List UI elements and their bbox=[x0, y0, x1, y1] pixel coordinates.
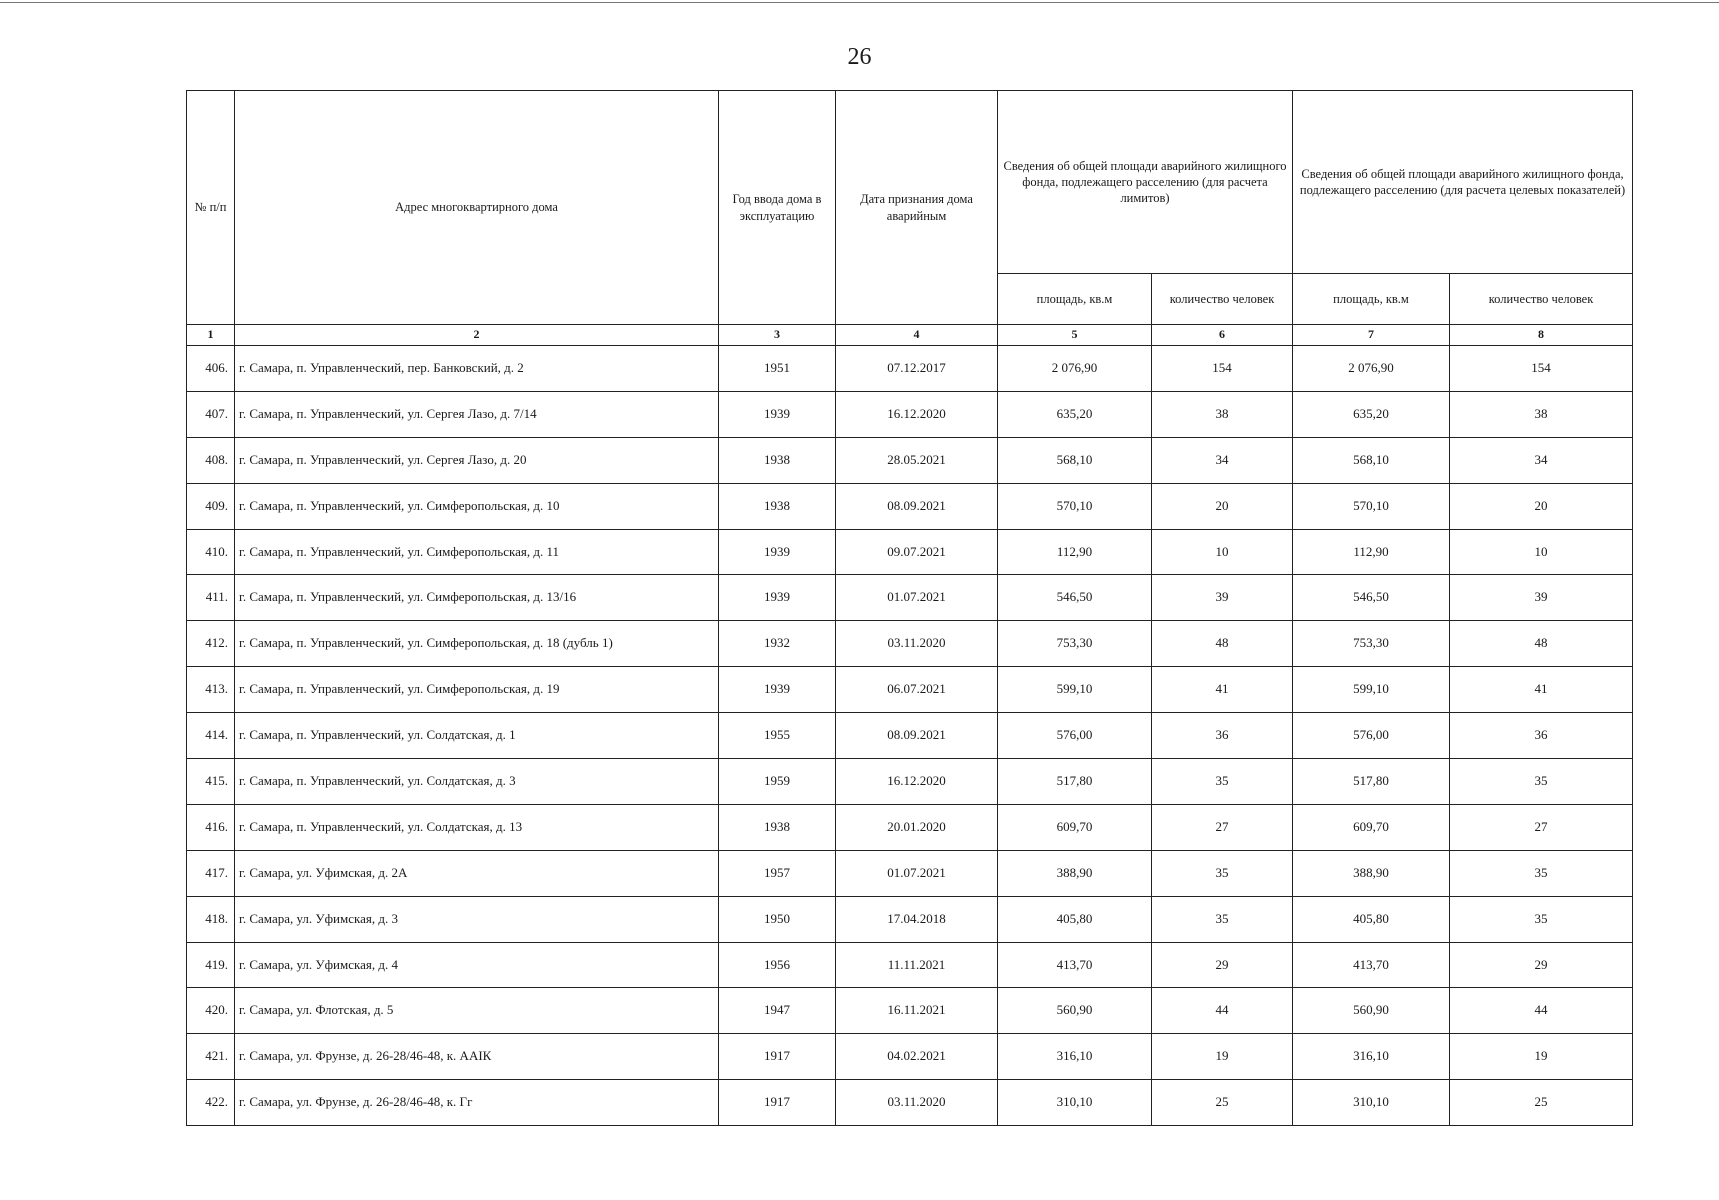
area-targets-cell: 546,50 bbox=[1293, 575, 1450, 621]
table-row bbox=[187, 759, 1633, 805]
row-number: 419. bbox=[187, 942, 235, 988]
people-limits-cell: 10 bbox=[1152, 529, 1293, 575]
area-targets-cell: 568,10 bbox=[1293, 437, 1450, 483]
column-number: 6 bbox=[1152, 325, 1293, 346]
row-number: 418. bbox=[187, 896, 235, 942]
table-row bbox=[187, 804, 1633, 850]
area-targets-cell: 599,10 bbox=[1293, 667, 1450, 713]
area-limits-cell: 560,90 bbox=[998, 988, 1152, 1034]
people-targets-cell: 154 bbox=[1450, 346, 1633, 392]
date-cell: 16.12.2020 bbox=[836, 759, 998, 805]
date-cell: 04.02.2021 bbox=[836, 1034, 998, 1080]
address-cell: г. Самара, п. Управленческий, ул. Симферопольская, д. 13/16 bbox=[235, 575, 719, 621]
people-targets-cell: 36 bbox=[1450, 713, 1633, 759]
row-number: 415. bbox=[187, 759, 235, 805]
header-people-limits: количество человек bbox=[1152, 274, 1293, 325]
year-cell: 1938 bbox=[719, 483, 836, 529]
table-row bbox=[187, 437, 1633, 483]
row-number: 416. bbox=[187, 804, 235, 850]
table-body bbox=[187, 346, 1633, 1126]
address-cell: г. Самара, п. Управленческий, ул. Солдатская, д. 13 bbox=[235, 804, 719, 850]
area-targets-cell: 560,90 bbox=[1293, 988, 1450, 1034]
year-cell: 1932 bbox=[719, 621, 836, 667]
column-number: 7 bbox=[1293, 325, 1450, 346]
area-limits-cell: 568,10 bbox=[998, 437, 1152, 483]
address-cell: г. Самара, п. Управленческий, ул. Солдатская, д. 1 bbox=[235, 713, 719, 759]
people-targets-cell: 19 bbox=[1450, 1034, 1633, 1080]
address-cell: г. Самара, ул. Фрунзе, д. 26-28/46-48, к. ААIК bbox=[235, 1034, 719, 1080]
area-limits-cell: 310,10 bbox=[998, 1080, 1152, 1126]
people-targets-cell: 25 bbox=[1450, 1080, 1633, 1126]
year-cell: 1938 bbox=[719, 804, 836, 850]
people-targets-cell: 48 bbox=[1450, 621, 1633, 667]
people-targets-cell: 35 bbox=[1450, 759, 1633, 805]
table-row bbox=[187, 529, 1633, 575]
address-cell: г. Самара, п. Управленческий, ул. Симферопольская, д. 19 bbox=[235, 667, 719, 713]
area-limits-cell: 570,10 bbox=[998, 483, 1152, 529]
table-row bbox=[187, 713, 1633, 759]
column-number: 8 bbox=[1450, 325, 1633, 346]
table-row bbox=[187, 346, 1633, 392]
date-cell: 11.11.2021 bbox=[836, 942, 998, 988]
people-limits-cell: 154 bbox=[1152, 346, 1293, 392]
header-num: № п/п bbox=[187, 91, 235, 325]
header-address: Адрес многоквартирного дома bbox=[235, 91, 719, 325]
row-number: 411. bbox=[187, 575, 235, 621]
year-cell: 1951 bbox=[719, 346, 836, 392]
area-limits-cell: 316,10 bbox=[998, 1034, 1152, 1080]
area-targets-cell: 2 076,90 bbox=[1293, 346, 1450, 392]
year-cell: 1917 bbox=[719, 1034, 836, 1080]
row-number: 412. bbox=[187, 621, 235, 667]
table-row bbox=[187, 896, 1633, 942]
area-targets-cell: 310,10 bbox=[1293, 1080, 1450, 1126]
row-number: 413. bbox=[187, 667, 235, 713]
area-limits-cell: 517,80 bbox=[998, 759, 1152, 805]
header-group-limits: Сведения об общей площади аварийного жилищного фонда, подлежащего расселению (для расчета лимитов) bbox=[998, 91, 1293, 274]
table-row bbox=[187, 1080, 1633, 1126]
table-row bbox=[187, 391, 1633, 437]
people-targets-cell: 44 bbox=[1450, 988, 1633, 1034]
year-cell: 1939 bbox=[719, 391, 836, 437]
year-cell: 1956 bbox=[719, 942, 836, 988]
area-targets-cell: 517,80 bbox=[1293, 759, 1450, 805]
table-row bbox=[187, 667, 1633, 713]
area-limits-cell: 413,70 bbox=[998, 942, 1152, 988]
people-targets-cell: 10 bbox=[1450, 529, 1633, 575]
date-cell: 28.05.2021 bbox=[836, 437, 998, 483]
table-row bbox=[187, 621, 1633, 667]
date-cell: 17.04.2018 bbox=[836, 896, 998, 942]
row-number: 420. bbox=[187, 988, 235, 1034]
year-cell: 1955 bbox=[719, 713, 836, 759]
area-targets-cell: 316,10 bbox=[1293, 1034, 1450, 1080]
address-cell: г. Самара, ул. Флотская, д. 5 bbox=[235, 988, 719, 1034]
area-limits-cell: 405,80 bbox=[998, 896, 1152, 942]
date-cell: 16.12.2020 bbox=[836, 391, 998, 437]
header-area-limits: площадь, кв.м bbox=[998, 274, 1152, 325]
page-number: 26 bbox=[847, 44, 872, 70]
address-cell: г. Самара, п. Управленческий, ул. Солдатская, д. 3 bbox=[235, 759, 719, 805]
column-number: 1 bbox=[187, 325, 235, 346]
people-limits-cell: 20 bbox=[1152, 483, 1293, 529]
people-limits-cell: 27 bbox=[1152, 804, 1293, 850]
area-targets-cell: 112,90 bbox=[1293, 529, 1450, 575]
address-cell: г. Самара, п. Управленческий, ул. Симферопольская, д. 10 bbox=[235, 483, 719, 529]
row-number: 422. bbox=[187, 1080, 235, 1126]
year-cell: 1938 bbox=[719, 437, 836, 483]
area-targets-cell: 570,10 bbox=[1293, 483, 1450, 529]
table-row bbox=[187, 988, 1633, 1034]
address-cell: г. Самара, п. Управленческий, ул. Сергея Лазо, д. 20 bbox=[235, 437, 719, 483]
people-limits-cell: 41 bbox=[1152, 667, 1293, 713]
year-cell: 1947 bbox=[719, 988, 836, 1034]
people-limits-cell: 48 bbox=[1152, 621, 1293, 667]
people-limits-cell: 34 bbox=[1152, 437, 1293, 483]
people-limits-cell: 39 bbox=[1152, 575, 1293, 621]
table-row bbox=[187, 850, 1633, 896]
area-targets-cell: 753,30 bbox=[1293, 621, 1450, 667]
address-cell: г. Самара, ул. Фрунзе, д. 26-28/46-48, к. Гг bbox=[235, 1080, 719, 1126]
header-people-targets: количество человек bbox=[1450, 274, 1633, 325]
date-cell: 03.11.2020 bbox=[836, 1080, 998, 1126]
area-targets-cell: 388,90 bbox=[1293, 850, 1450, 896]
year-cell: 1917 bbox=[719, 1080, 836, 1126]
people-limits-cell: 38 bbox=[1152, 391, 1293, 437]
table-row bbox=[187, 575, 1633, 621]
area-limits-cell: 599,10 bbox=[998, 667, 1152, 713]
header-date: Дата признания дома аварийным bbox=[836, 91, 998, 325]
area-limits-cell: 609,70 bbox=[998, 804, 1152, 850]
date-cell: 09.07.2021 bbox=[836, 529, 998, 575]
date-cell: 01.07.2021 bbox=[836, 575, 998, 621]
year-cell: 1939 bbox=[719, 667, 836, 713]
column-number: 4 bbox=[836, 325, 998, 346]
row-number: 408. bbox=[187, 437, 235, 483]
year-cell: 1939 bbox=[719, 575, 836, 621]
area-limits-cell: 576,00 bbox=[998, 713, 1152, 759]
area-limits-cell: 2 076,90 bbox=[998, 346, 1152, 392]
date-cell: 01.07.2021 bbox=[836, 850, 998, 896]
row-number: 414. bbox=[187, 713, 235, 759]
table-row bbox=[187, 1034, 1633, 1080]
people-targets-cell: 27 bbox=[1450, 804, 1633, 850]
table-row bbox=[187, 942, 1633, 988]
address-cell: г. Самара, ул. Уфимская, д. 3 bbox=[235, 896, 719, 942]
column-number: 5 bbox=[998, 325, 1152, 346]
area-limits-cell: 546,50 bbox=[998, 575, 1152, 621]
row-number: 407. bbox=[187, 391, 235, 437]
row-number: 406. bbox=[187, 346, 235, 392]
date-cell: 08.09.2021 bbox=[836, 713, 998, 759]
table-row bbox=[187, 483, 1633, 529]
top-rule bbox=[0, 2, 1719, 3]
area-limits-cell: 753,30 bbox=[998, 621, 1152, 667]
people-limits-cell: 25 bbox=[1152, 1080, 1293, 1126]
date-cell: 03.11.2020 bbox=[836, 621, 998, 667]
area-targets-cell: 405,80 bbox=[1293, 896, 1450, 942]
date-cell: 07.12.2017 bbox=[836, 346, 998, 392]
row-number: 417. bbox=[187, 850, 235, 896]
people-targets-cell: 39 bbox=[1450, 575, 1633, 621]
row-number: 421. bbox=[187, 1034, 235, 1080]
area-targets-cell: 576,00 bbox=[1293, 713, 1450, 759]
area-limits-cell: 388,90 bbox=[998, 850, 1152, 896]
address-cell: г. Самара, п. Управленческий, пер. Банковский, д. 2 bbox=[235, 346, 719, 392]
year-cell: 1959 bbox=[719, 759, 836, 805]
header-year: Год ввода дома в эксплуатацию bbox=[719, 91, 836, 325]
area-targets-cell: 413,70 bbox=[1293, 942, 1450, 988]
address-cell: г. Самара, п. Управленческий, ул. Симферопольская, д. 18 (дубль 1) bbox=[235, 621, 719, 667]
year-cell: 1939 bbox=[719, 529, 836, 575]
date-cell: 16.11.2021 bbox=[836, 988, 998, 1034]
people-limits-cell: 36 bbox=[1152, 713, 1293, 759]
area-targets-cell: 609,70 bbox=[1293, 804, 1450, 850]
people-targets-cell: 38 bbox=[1450, 391, 1633, 437]
date-cell: 08.09.2021 bbox=[836, 483, 998, 529]
people-targets-cell: 29 bbox=[1450, 942, 1633, 988]
column-number: 3 bbox=[719, 325, 836, 346]
people-limits-cell: 35 bbox=[1152, 850, 1293, 896]
row-number: 410. bbox=[187, 529, 235, 575]
people-limits-cell: 35 bbox=[1152, 759, 1293, 805]
people-limits-cell: 19 bbox=[1152, 1034, 1293, 1080]
header-area-targets: площадь, кв.м bbox=[1293, 274, 1450, 325]
housing-registry-table bbox=[186, 90, 1633, 1126]
people-targets-cell: 41 bbox=[1450, 667, 1633, 713]
address-cell: г. Самара, п. Управленческий, ул. Симферопольская, д. 11 bbox=[235, 529, 719, 575]
date-cell: 06.07.2021 bbox=[836, 667, 998, 713]
area-limits-cell: 635,20 bbox=[998, 391, 1152, 437]
year-cell: 1950 bbox=[719, 896, 836, 942]
people-targets-cell: 35 bbox=[1450, 850, 1633, 896]
people-targets-cell: 34 bbox=[1450, 437, 1633, 483]
people-limits-cell: 29 bbox=[1152, 942, 1293, 988]
area-targets-cell: 635,20 bbox=[1293, 391, 1450, 437]
area-limits-cell: 112,90 bbox=[998, 529, 1152, 575]
date-cell: 20.01.2020 bbox=[836, 804, 998, 850]
column-number: 2 bbox=[235, 325, 719, 346]
header-group-targets: Сведения об общей площади аварийного жилищного фонда, подлежащего расселению (для расчета целевых показателей) bbox=[1293, 91, 1633, 274]
address-cell: г. Самара, п. Управленческий, ул. Сергея Лазо, д. 7/14 bbox=[235, 391, 719, 437]
address-cell: г. Самара, ул. Уфимская, д. 2А bbox=[235, 850, 719, 896]
column-number-row bbox=[187, 325, 1633, 346]
people-limits-cell: 44 bbox=[1152, 988, 1293, 1034]
year-cell: 1957 bbox=[719, 850, 836, 896]
people-limits-cell: 35 bbox=[1152, 896, 1293, 942]
people-targets-cell: 35 bbox=[1450, 896, 1633, 942]
people-targets-cell: 20 bbox=[1450, 483, 1633, 529]
address-cell: г. Самара, ул. Уфимская, д. 4 bbox=[235, 942, 719, 988]
row-number: 409. bbox=[187, 483, 235, 529]
